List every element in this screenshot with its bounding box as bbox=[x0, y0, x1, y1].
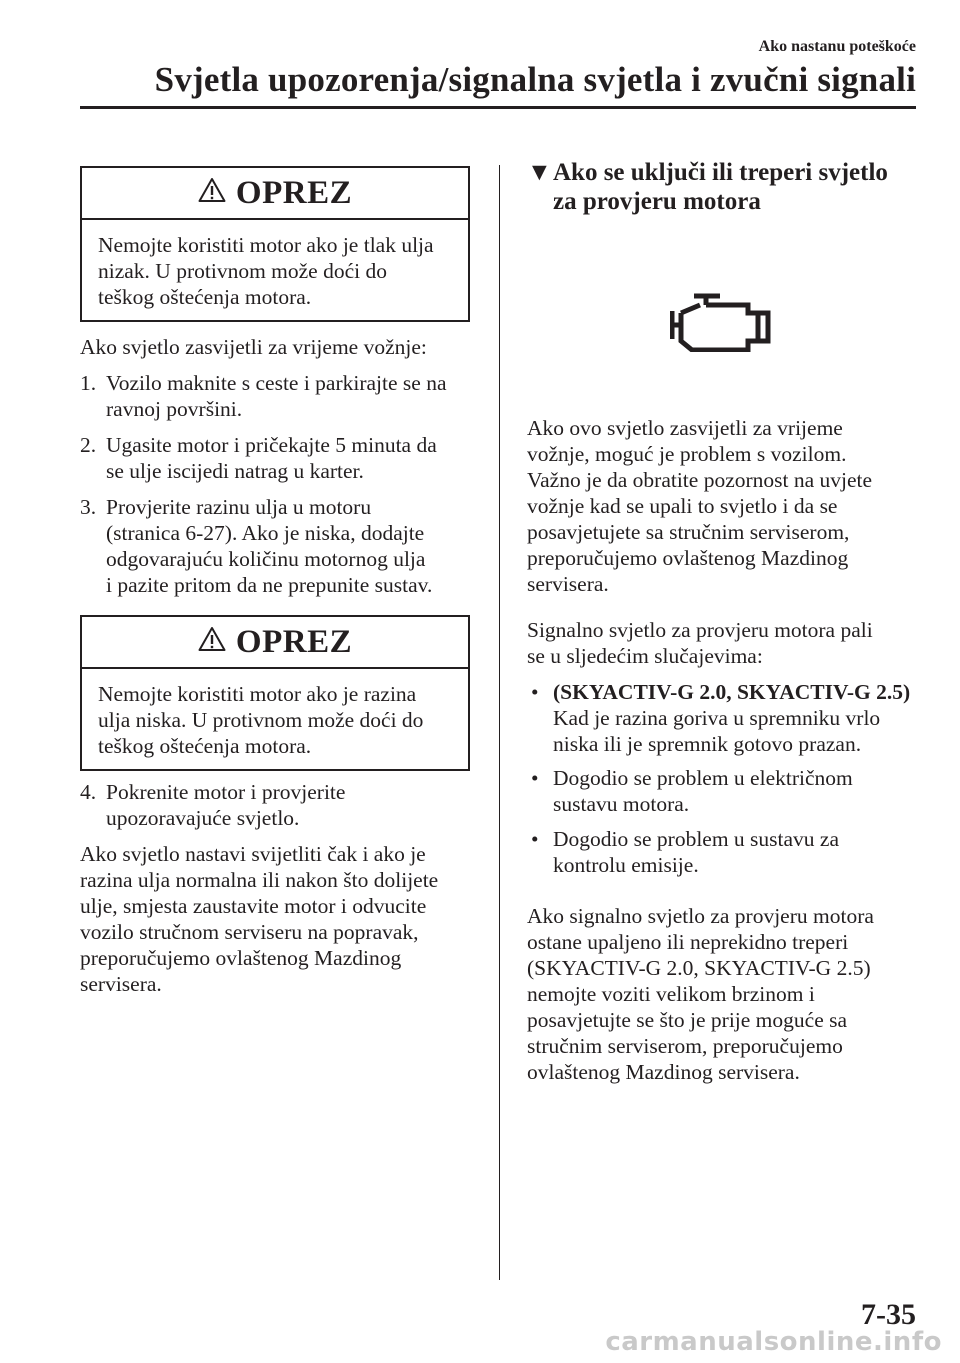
caution-header bbox=[82, 168, 468, 220]
caution-line: ulja niska. U protivnom može doći do bbox=[98, 708, 424, 732]
step-line: i pazite pritom da ne prepunite sustav. bbox=[106, 573, 433, 597]
caution-line: teškog oštećenja motora. bbox=[98, 285, 312, 309]
bullet-line: kontrolu emisije. bbox=[553, 853, 699, 877]
bullet-line: sustavu motora. bbox=[553, 792, 690, 816]
bullet-item bbox=[527, 826, 917, 878]
paragraph-line: ulje, smjesta zaustavite motor i odvucite bbox=[80, 894, 427, 918]
column-divider bbox=[499, 165, 500, 1280]
caution-text bbox=[82, 220, 468, 320]
step-number: 3. bbox=[80, 495, 97, 519]
step-text bbox=[106, 779, 472, 831]
step-line: Provjerite razinu ulja u motoru bbox=[106, 495, 372, 519]
step-3 bbox=[80, 494, 472, 598]
section-heading-text bbox=[553, 158, 888, 216]
bullet-text bbox=[553, 679, 917, 757]
paragraph-2 bbox=[527, 617, 917, 669]
heading-line: Ako se uključi ili treperi svjetlo bbox=[553, 159, 888, 186]
step-text bbox=[106, 370, 472, 422]
bullet-text bbox=[553, 826, 917, 878]
paragraph-line: Ako svjetlo nastavi svijetliti čak i ako je bbox=[80, 842, 426, 866]
warning-triangle-icon bbox=[198, 626, 226, 658]
step-number: 1. bbox=[80, 371, 97, 395]
section-heading bbox=[527, 158, 888, 216]
paragraph-line: ovlaštenog Mazdinog servisera. bbox=[527, 1060, 800, 1084]
page-title: Svjetla upozorenja/signalna svjetla i zvučni signali bbox=[154, 60, 916, 99]
caution-line: Nemojte koristiti motor ako je razina bbox=[98, 682, 417, 706]
paragraph-line: preporučujemo ovlaštenog Mazdinog bbox=[80, 946, 402, 970]
paragraph-line: se u sljedećim slučajevima: bbox=[527, 644, 763, 668]
bullet-item bbox=[527, 679, 917, 757]
paragraph-line: posavjetujte se što je prije moguće sa bbox=[527, 1008, 848, 1032]
paragraph-1 bbox=[527, 415, 917, 597]
step-1 bbox=[80, 370, 472, 422]
section-marker-icon: ▼ bbox=[527, 159, 552, 186]
warning-triangle-icon bbox=[198, 177, 226, 209]
paragraph-line: servisera. bbox=[80, 972, 162, 996]
watermark: carmanualsonline.info bbox=[605, 1327, 942, 1357]
paragraph-line: Važno je da obratite pozornost na uvjete bbox=[527, 468, 873, 492]
caution-text bbox=[82, 669, 468, 769]
caution-title: OPREZ bbox=[235, 175, 353, 211]
paragraph-line: nemojte voziti velikom brzinom i bbox=[527, 982, 815, 1006]
chapter-title: Ako nastanu poteškoće bbox=[758, 38, 916, 55]
paragraph-line: servisera. bbox=[527, 572, 609, 596]
paragraph-line: vožnje, moguć je problem s vozilom. bbox=[527, 442, 847, 466]
step-number: 4. bbox=[80, 780, 97, 804]
paragraph-line: Ako ovo svjetlo zasvijetli za vrijeme bbox=[527, 416, 843, 440]
bullet-item bbox=[527, 765, 917, 817]
paragraph-line: preporučujemo ovlaštenog Mazdinog bbox=[527, 546, 849, 570]
caution-box-oil-level bbox=[80, 615, 470, 771]
bullet-line: Dogodio se problem u sustavu za bbox=[553, 827, 840, 851]
page-number: 7-35 bbox=[861, 1298, 916, 1331]
bullet-line: Dogodio se problem u električnom bbox=[553, 766, 853, 790]
step-line: Ugasite motor i pričekajte 5 minuta da bbox=[106, 433, 437, 457]
bullet-text bbox=[553, 765, 917, 817]
paragraph-line: (SKYACTIV-G 2.0, SKYACTIV-G 2.5) bbox=[527, 956, 871, 980]
paragraph-line: ostane upaljeno ili neprekidno treperi bbox=[527, 930, 849, 954]
step-4 bbox=[80, 779, 472, 831]
step-line: odgovarajuću količinu motornog ulja bbox=[106, 547, 426, 571]
step-2 bbox=[80, 432, 472, 484]
step-number: 2. bbox=[80, 433, 97, 457]
bullet-icon: • bbox=[531, 680, 539, 704]
check-engine-icon bbox=[670, 292, 775, 358]
step-line: (stranica 6-27). Ako je niska, dodajte bbox=[106, 521, 425, 545]
paragraph-line: Signalno svjetlo za provjeru motora pali bbox=[527, 618, 873, 642]
paragraph-line: vožnje kad se upali to svjetlo i da se bbox=[527, 494, 838, 518]
paragraph-line: razina ulja normalna ili nakon što dolijete bbox=[80, 868, 439, 892]
bullet-icon: • bbox=[531, 827, 539, 851]
bullet-line: niska ili je spremnik gotovo prazan. bbox=[553, 732, 862, 756]
step-line: se ulje iscijedi natrag u karter. bbox=[106, 459, 364, 483]
intro-text: Ako svjetlo zasvijetli za vrijeme vožnje: bbox=[80, 335, 427, 359]
paragraph-3 bbox=[527, 903, 917, 1085]
bullet-bold-line: (SKYACTIV-G 2.0, SKYACTIV-G 2.5) bbox=[553, 680, 911, 704]
step-line: ravnoj površini. bbox=[106, 397, 243, 421]
paragraph-line: Ako signalno svjetlo za provjeru motora bbox=[527, 904, 874, 928]
caution-title: OPREZ bbox=[235, 624, 353, 660]
caution-header bbox=[82, 617, 468, 669]
bullet-icon: • bbox=[531, 766, 539, 790]
step-text bbox=[106, 432, 472, 484]
paragraph-line: posavjetujete sa stručnim serviserom, bbox=[527, 520, 850, 544]
closing-paragraph bbox=[80, 841, 472, 997]
paragraph-line: vozilo stručnom serviseru na popravak, bbox=[80, 920, 419, 944]
step-line: Pokrenite motor i provjerite bbox=[106, 780, 346, 804]
caution-line: teškog oštećenja motora. bbox=[98, 734, 312, 758]
paragraph-line: stručnim serviserom, preporučujemo bbox=[527, 1034, 843, 1058]
heading-line: za provjeru motora bbox=[553, 188, 761, 215]
caution-box-oil-pressure bbox=[80, 166, 470, 322]
step-line: upozoravajuće svjetlo. bbox=[106, 806, 300, 830]
caution-line: Nemojte koristiti motor ako je tlak ulja bbox=[98, 233, 434, 257]
header-rule bbox=[80, 106, 916, 109]
caution-line: nizak. U protivnom može doći do bbox=[98, 259, 387, 283]
bullet-line: Kad je razina goriva u spremniku vrlo bbox=[553, 706, 881, 730]
step-text bbox=[106, 494, 472, 598]
step-line: Vozilo maknite s ceste i parkirajte se na bbox=[106, 371, 447, 395]
